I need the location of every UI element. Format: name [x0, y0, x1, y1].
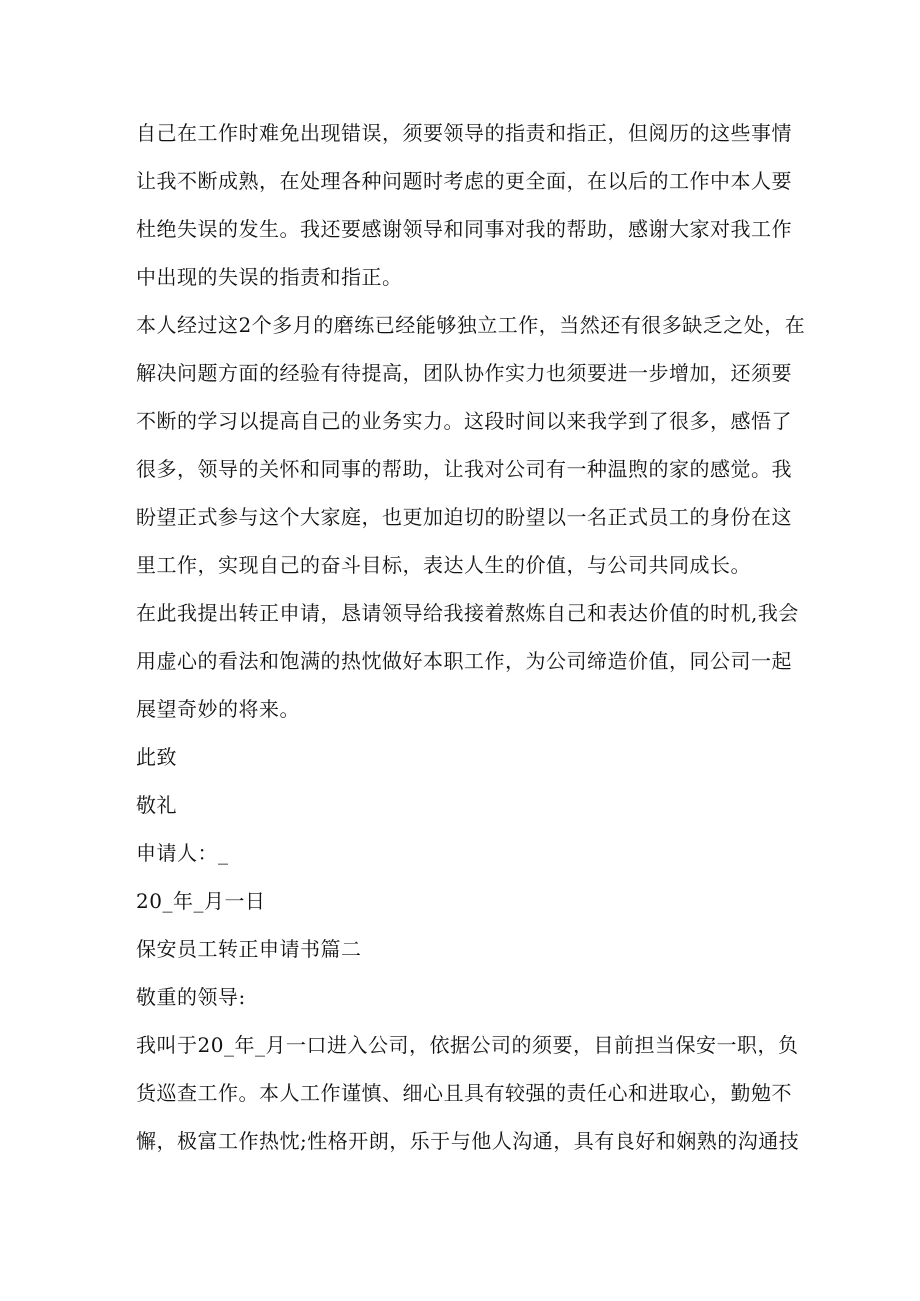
- date-line: 20_年_月一日: [136, 889, 266, 913]
- section-title: 保安员工转正申请书篇二: [136, 937, 362, 961]
- text-line: 解决问题方面的经验有待提高，团队协作实力也须要进一步增加，还须要: [136, 361, 792, 385]
- text-line: 不断的学习以提高自己的业务实力。这段时间以来我学到了很多，感悟了: [136, 409, 792, 433]
- text-line: 本人经过这2个多月的磨练已经能够独立工作，当然还有很多缺乏之处，在: [136, 313, 806, 337]
- text-line: 用虚心的看法和饱满的热忱做好本职工作，为公司缔造价值，同公司一起: [136, 649, 792, 673]
- greeting-line: 敬重的领导:: [136, 985, 246, 1009]
- text-line: 中出现的失误的指责和指正。: [136, 265, 403, 289]
- text-line: 盼望正式参与这个大家庭，也更加迫切的盼望以一名正式员工的身份在这: [136, 505, 792, 529]
- text-line: 在此我提出转正申请，恳请领导给我接着熬炼自己和表达价值的时机,我会: [136, 601, 799, 625]
- applicant-line: 申请人：_: [136, 841, 229, 865]
- text-line: 让我不断成熟，在处理各种问题时考虑的更全面，在以后的工作中本人要: [136, 169, 792, 193]
- document-body: [136, 109, 806, 1165]
- text-line: 我叫于20_年_月一口进入公司，依据公司的须要，目前担当保安一职，负: [136, 1033, 799, 1057]
- text-line: 自己在工作时难免出现错误，须要领导的指责和指正，但阅历的这些事情: [136, 121, 792, 145]
- text-line: 展望奇妙的将来。: [136, 697, 300, 721]
- text-line: 杜绝失误的发生。我还要感谢领导和同事对我的帮助，感谢大家对我工作: [136, 217, 792, 241]
- text-line: 懈，极富工作热忱;性格开朗，乐于与他人沟通，具有良好和娴熟的沟通技: [136, 1129, 800, 1153]
- salutation-line: 此致: [136, 745, 177, 769]
- text-line: 货巡查工作。本人工作谨慎、细心且具有较强的责任心和进取心，勤勉不: [136, 1081, 792, 1105]
- text-line: 很多，领导的关怀和同事的帮助，让我对公司有一种温煦的家的感觉。我: [136, 457, 792, 481]
- salutation-line: 敬礼: [136, 793, 177, 817]
- text-line: 里工作，实现自己的奋斗目标，表达人生的价值，与公司共同成长。: [136, 553, 751, 577]
